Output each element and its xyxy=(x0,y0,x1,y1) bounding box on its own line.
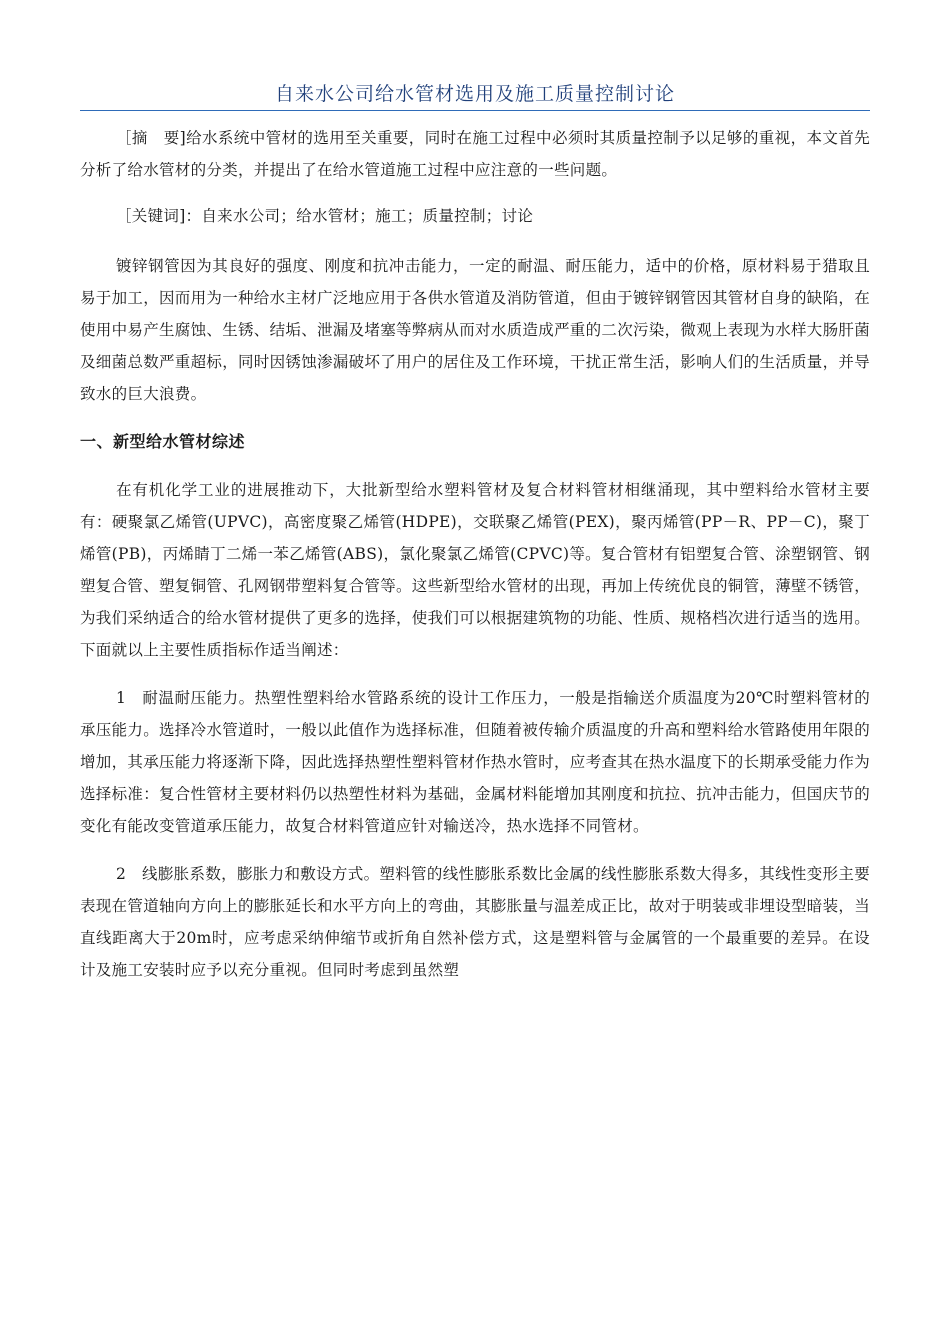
numbered-item-2: 2 线膨胀系数，膨胀力和敷设方式。塑料管的线性膨胀系数比金属的线性膨胀系数大得多，其线性变形主要表现在管道轴向方向上的膨胀延长和水平方向上的弯曲，其膨胀量与温差成正比，故对于明装或非埋设型暗装，当直线距离大于20m时，应考虑采纳伸缩节或折角自然补偿方式，这是塑料管与金属管的一个最重要的差异。在设计及施工安装时应予以充分重视。但同时考虑到虽然塑 xyxy=(80,865,871,979)
abstract-paragraph: ［摘 要]给水系统中管材的选用至关重要，同时在施工过程中必须时其质量控制予以足够的重视，本文首先分析了给水管材的分类，并提出了在给水管道施工过程中应注意的一些问题。 xyxy=(80,129,870,179)
title-underline xyxy=(80,110,870,111)
keywords-paragraph: ［关键词]：自来水公司；给水管材；施工；质量控制；讨论 xyxy=(116,207,534,225)
section-heading: 一、新型给水管材综述 xyxy=(80,432,246,451)
intro-paragraph: 镀锌钢管因为其良好的强度、刚度和抗冲击能力，一定的耐温、耐压能力，适中的价格，原材料易于猎取且易于加工，因而用为一种给水主材广泛地应用于各供水管道及消防管道，但由于镀锌钢管因其管材自身的缺陷，在使用中易产生腐蚀、生锈、结垢、泄漏及堵塞等弊病从而对水质造成严重的二次污染，微观上表现为水样大肠肝菌及细菌总数严重超标，同时因锈蚀渗漏破坏了用户的居住及工作环境，干扰正常生活，影响人们的生活质量，并导致水的巨大浪费。 xyxy=(80,257,871,403)
document-body xyxy=(80,122,870,1002)
numbered-item-1: 1 耐温耐压能力。热塑性塑料给水管路系统的设计工作压力，一般是指输送介质温度为20℃时塑料管材的承压能力。选择冷水管道时，一般以此值作为选择标准，但随着被传输介质温度的升高和塑料给水管路使用年限的增加，其承压能力将逐渐下降，因此选择热塑性塑料管材作热水管时，应考查其在热水温度下的长期承受能力作为选择标准：复合性管材主要材料仍以热塑性材料为基础，金属材料能增加其刚度和抗拉、抗冲击能力，但国庆节的变化有能改变管道承压能力，故复合材料管道应针对输送冷，热水选择不同管材。 xyxy=(80,689,871,835)
section-paragraph: 在有机化学工业的进展推动下，大批新型给水塑料管材及复合材料管材相继涌现，其中塑料给水管材主要有：硬聚氯乙烯管(UPVC)，高密度聚乙烯管(HDPE)，交联聚乙烯管(PEX)，聚丙烯管(PP－R、PP－C)，聚丁烯管(PB)，丙烯睛丁二烯一苯乙烯管(ABS)，氯化聚氯乙烯管(CPVC)等。复合管材有铝塑复合管、涂塑钢管、钢塑复合管、塑复铜管、孔网钢带塑料复合管等。这些新型给水管材的出现，再加上传统优良的铜管，薄壁不锈管，为我们采纳适合的给水管材提供了更多的选择，使我们可以根据建筑物的功能、性质、规格档次进行适当的选用。下面就以上主要性质指标作适当阐述： xyxy=(80,481,871,659)
document-title: 自来水公司给水管材选用及施工质量控制讨论 xyxy=(274,83,675,105)
